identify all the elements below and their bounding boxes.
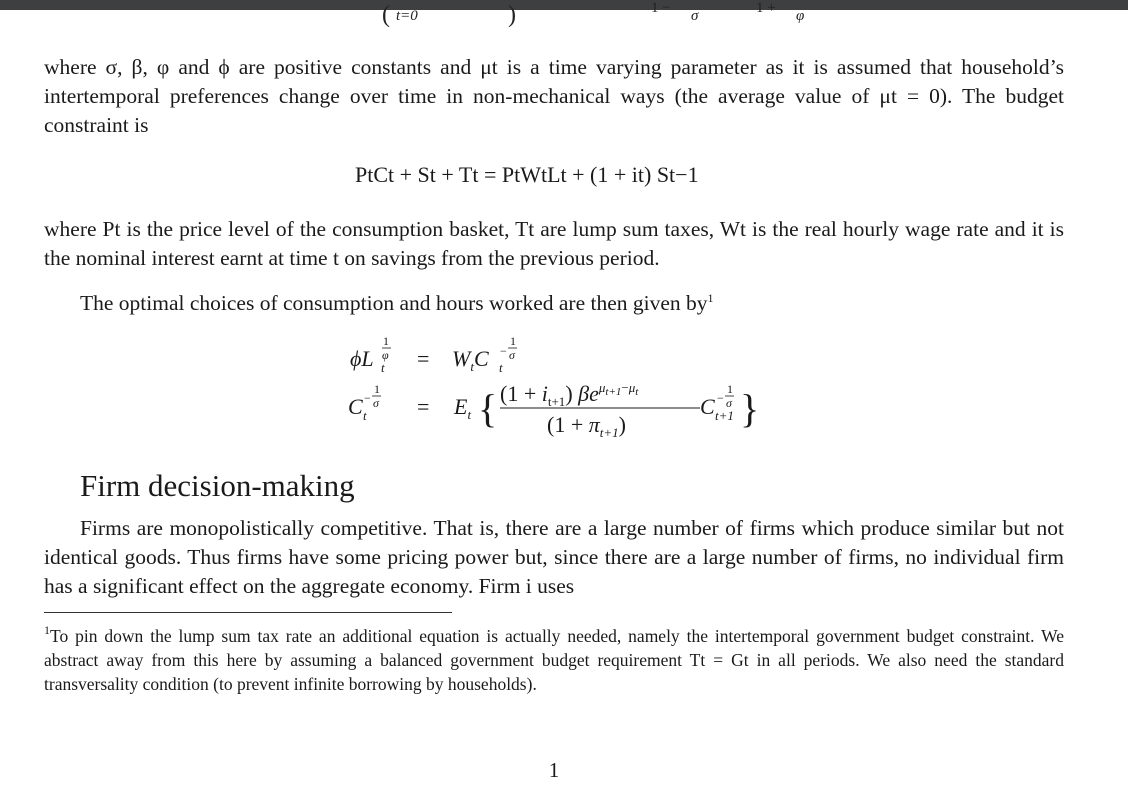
eq2-denominator: $(1 + \pi_{t+1})$	[547, 412, 626, 440]
eq2-lhs-exp: −	[364, 391, 371, 405]
eq2-rhs-c: C	[700, 394, 715, 419]
eq1-rhs-exp: −	[500, 344, 507, 358]
cutoff-brace-left: (	[382, 2, 390, 28]
eq1-lhs: ϕL	[350, 346, 374, 371]
cutoff-varphi: φ	[796, 8, 805, 24]
eq2-equals: =	[417, 394, 430, 419]
equation-text: PtCt + St + Tt = PtWtLt + (1 + it) St−1	[355, 162, 699, 187]
paragraph-text: Firms are monopolistically competitive. That is, there are a large number of firms which produce similar but not identical goods. Thus firms have some pricing power but, since there are a large number of firms, no individual firm has a significant effect on the aggregate economy. Firm i uses	[44, 516, 1064, 598]
cutoff-sigma: σ	[691, 8, 699, 24]
footnote-rule	[44, 612, 452, 613]
footnote-text: To pin down the lump sum tax rate an additional equation is actually needed, namely the intertemporal government budget constraint. We abstract away from this here by assuming a balanced government budget requirement Tt = Gt in all periods. We also need the standard transversality condition (to prevent infinite borrowing by households).	[44, 626, 1064, 694]
footnote-marker[interactable]: 1	[707, 291, 714, 305]
eq2-brace-left: {	[478, 386, 498, 431]
paragraph-text: The optimal choices of consumption and hours worked are then given by	[80, 291, 708, 315]
viewer-top-bar	[0, 0, 1128, 10]
eq1-rhs: $W_tC$	[452, 346, 489, 374]
page-number: 1	[548, 758, 560, 782]
eq2-lhs-exp-den: σ	[373, 396, 379, 410]
eq2-lhs: C	[348, 394, 363, 419]
paragraph-text: where σ, β, φ and ϕ are positive constants and μt is a time varying parameter as it is assumed that household’s intertemporal preferences change over time in non-mechanical ways (the average value of μt = 0). The budget constraint is	[44, 55, 1064, 137]
eq1-rhs-exp-num: 1	[510, 334, 516, 348]
budget-constraint-equation	[355, 162, 699, 188]
eq1-lhs-exp-num: 1	[383, 334, 389, 348]
eq2-lhs-sub: t	[363, 408, 367, 423]
eq1-rhs-exp-den: σ	[509, 348, 515, 362]
paragraph-optimal-choices	[44, 284, 1064, 318]
section-heading-firm: Firm decision-making	[80, 468, 355, 503]
eq2-lhs-exp-num: 1	[374, 382, 380, 396]
cutoff-one-minus: 1 −	[651, 0, 671, 16]
eq1-equals: =	[417, 346, 430, 371]
cutoff-brace-right: )	[508, 2, 516, 28]
eq1-lhs-sub: t	[381, 360, 385, 375]
eq2-rhs-exp: −	[717, 391, 724, 405]
optimality-conditions	[340, 328, 800, 446]
eq1-lhs-exp-den: φ	[382, 348, 389, 362]
eq1-rhs-sub: t	[499, 360, 503, 375]
eq2-rhs-exp-num: 1	[727, 382, 733, 396]
eq2-expectation: $E_t$	[454, 394, 472, 422]
cutoff-equation-fragment	[0, 0, 1128, 34]
cutoff-one-plus: 1 +	[756, 0, 776, 16]
footnote-number: 1	[44, 623, 50, 637]
eq2-rhs-sub: t+1	[715, 408, 734, 423]
paragraph-budget-definitions	[44, 215, 1064, 273]
eq2-numerator: $(1 + i_{t+1})$ $\beta e^\mu t+1-\mu t$	[500, 380, 639, 409]
eq2-rhs-exp-den: σ	[726, 396, 732, 410]
footnote-1	[44, 618, 1064, 696]
paragraph-firms	[44, 514, 1064, 601]
eq2-brace-right: }	[740, 386, 760, 431]
cutoff-sum-index: t=0	[396, 8, 418, 24]
paragraph-household-preferences	[44, 53, 1064, 140]
paragraph-text: where Pt is the price level of the consumption basket, Tt are lump sum taxes, Wt is the real hourly wage rate and it is the nominal interest earnt at time t on savings from the previous period.	[44, 217, 1064, 270]
